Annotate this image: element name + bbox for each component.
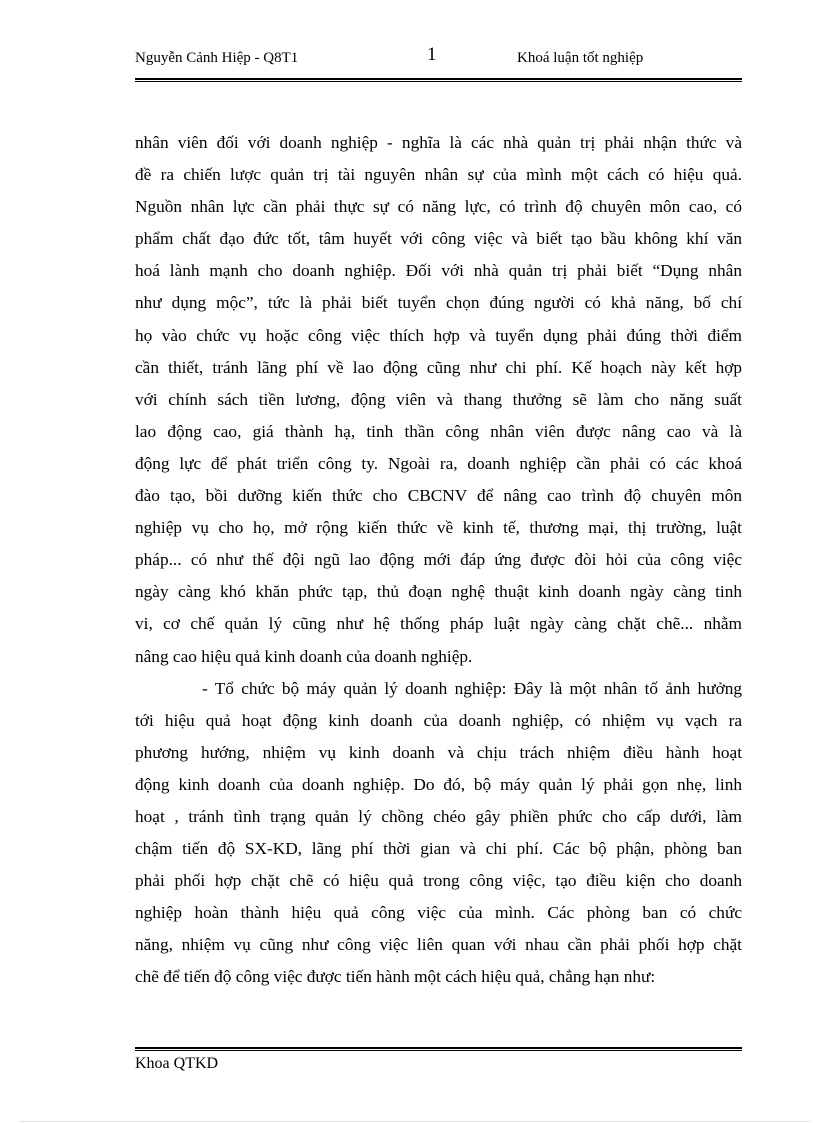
text-line: năng, nhiệm vụ cũng như công việc liên quan với nhau cần phải phối hợp chặt [135, 935, 742, 955]
text-line: nghiệp vụ cho họ, mở rộng kiến thức về kinh tế, thương mại, thị trường, luật [135, 518, 742, 538]
text-line: vi, cơ chế quản lý cũng như hệ thống pháp luật ngày càng chặt chẽ... nhằm [135, 614, 742, 634]
text-line: nghiệp hoàn thành hiệu quả công việc của mình. Các phòng ban có chức [135, 903, 742, 923]
text-line: nhân viên đối với doanh nghiệp - nghĩa là các nhà quản trị phải nhận thức và [135, 133, 742, 152]
text-line: ngày càng khó khăn phức tạp, thủ đoạn nghệ thuật kinh doanh ngày càng tinh [135, 582, 742, 602]
header-author: Nguyễn Cảnh Hiệp - Q8T1 [135, 50, 299, 66]
text-line: cần thiết, tránh lãng phí về lao động cũng như chi phí. Kế hoạch này kết hợp [135, 357, 742, 377]
text-line: phẩm chất đạo đức tốt, tâm huyết với công việc và biết tạo bầu không khí văn [135, 229, 742, 249]
body-text [135, 127, 742, 994]
text-line: với chính sách tiền lương, động viên và thang thưởng sẽ làm cho năng suất [135, 389, 742, 409]
text-line: họ vào chức vụ hoặc công việc thích hợp và tuyển dụng phải đúng thời điểm [135, 325, 742, 345]
text-line: nâng cao hiệu quả kinh doanh của doanh nghiệp. [135, 646, 473, 666]
text-line: động lực để phát triển công ty. Ngoài ra, doanh nghiệp cần phải có các khoá [135, 453, 742, 473]
text-line: tới hiệu quả hoạt động kinh doanh của doanh nghiệp, có nhiệm vụ vạch ra [135, 710, 742, 730]
text-line: Nguồn nhân lực cần phải thực sự có năng lực, có trình độ chuyên môn cao, có [135, 197, 742, 217]
text-line: đề ra chiến lược quản trị tài nguyên nhân sự của mình một cách có hiệu quả. [135, 165, 742, 185]
text-line: đào tạo, bồi dưỡng kiến thức cho CBCNV để nâng cao trình độ chuyên môn [135, 486, 742, 506]
page-footer: Khoa QTKD [135, 1055, 219, 1072]
text-line: - Tổ chức bộ máy quản lý doanh nghiệp: Đây là một nhân tố ảnh hưởng [202, 678, 742, 698]
text-line: lao động cao, giá thành hạ, tinh thần công nhân viên được nâng cao và là [135, 421, 742, 441]
header-rule [135, 78, 742, 82]
text-line: chẽ để tiến độ công việc được tiến hành một cách hiệu quả, chẳng hạn như: [135, 967, 656, 987]
text-line: động kinh doanh của doanh nghiệp. Do đó, bộ máy quản lý phải gọn nhẹ, linh [135, 774, 742, 794]
header-doc-type: Khoá luận tốt nghiệp [517, 50, 644, 66]
page-edge [20, 1121, 810, 1122]
text-line: pháp... có như thế đội ngũ lao động mới đáp ứng được đòi hỏi của công việc [135, 550, 742, 570]
text-line: hoá lành mạnh cho doanh nghiệp. Đối với nhà quản trị phải biết “Dụng nhân [135, 261, 742, 281]
text-line: hoạt , tránh tình trạng quản lý chồng chéo gây phiền phức cho cấp dưới, làm [135, 806, 742, 826]
header-page-number: 1 [427, 44, 437, 65]
text-line: phương hướng, nhiệm vụ kinh doanh và chịu trách nhiệm điều hành hoạt [135, 742, 742, 762]
page-header [135, 44, 742, 74]
text-line: như dụng mộc”, tức là phải biết tuyển chọn đúng người có khả năng, bố chí [135, 293, 742, 313]
footer-rule [135, 1047, 742, 1051]
text-line: chậm tiến độ SX-KD, lãng phí thời gian và chi phí. Các bộ phận, phòng ban [135, 839, 742, 859]
text-line: phải phối hợp chặt chẽ có hiệu quả trong công việc, tạo điều kiện cho doanh [135, 871, 742, 891]
